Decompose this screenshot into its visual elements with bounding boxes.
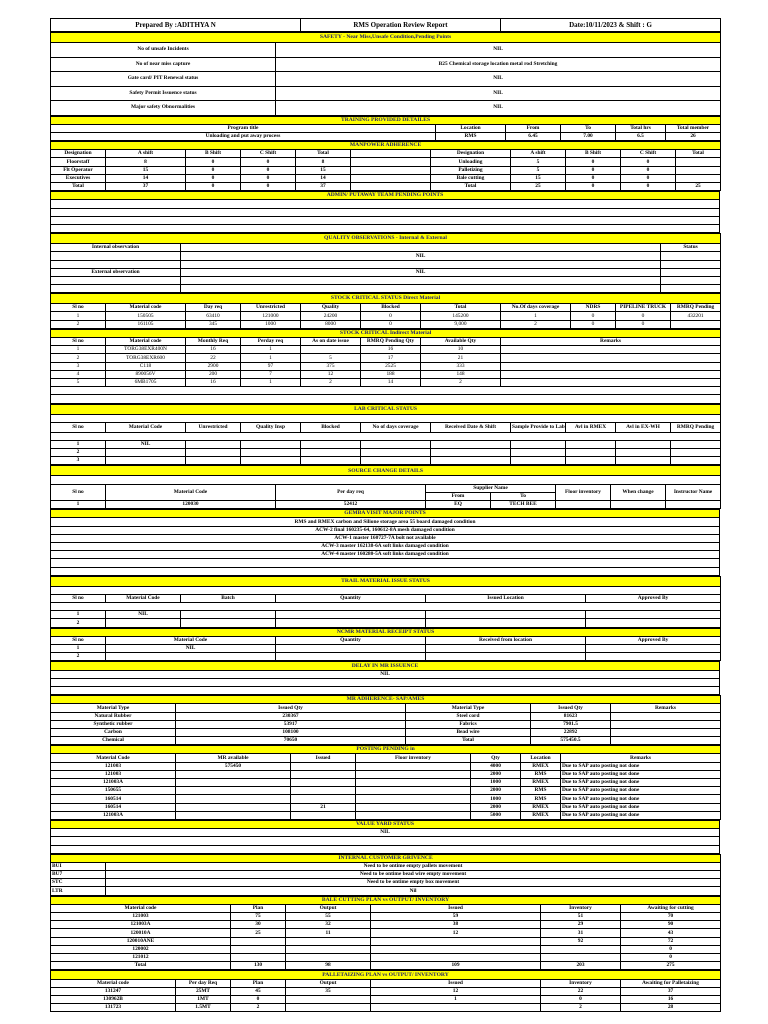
palletizing-section-title: PALLETAIZING PLAN vs OUTPUT/ INVENTORY bbox=[51, 971, 721, 979]
gemba-point: ACW-3 master 162138-6A soft links damaged condition bbox=[51, 542, 720, 550]
safety-row: No of unsafe Incidents NIL bbox=[51, 43, 721, 58]
stock-direct-row: 1 150505 63410 121000 24200 0 145200 1 0 0 432201 bbox=[51, 312, 721, 320]
stock-direct-header-row: Sl no Material code Day req Unrestricted Quality Blocked Total No.Of days coverage NDRS PIPELINE TRUCK RMRQ Pending bbox=[51, 304, 721, 312]
gemba-section-title: GEMBA VISIT MAJOR POINTS bbox=[51, 510, 720, 518]
mr-adherence-table bbox=[50, 695, 721, 745]
ncmr-row: 2 bbox=[51, 653, 721, 661]
stock-indirect-header-row: Sl no Material code Monthly Req Perday req As on date issue RMRQ Pending Qty Available Qty Remarks bbox=[51, 338, 721, 346]
trail-row: 1 NIL bbox=[51, 611, 721, 619]
posting-row: 121003A 1000 RMEX Due to SAP auto posting not done bbox=[51, 779, 721, 787]
stock-indirect-row: 4 890056V 200 7 12 188 148 bbox=[51, 370, 721, 378]
palletizing-row: 131247 25MT 45 35 12 22 37 bbox=[51, 987, 721, 995]
quality-row: External observation NIL bbox=[51, 268, 721, 276]
training-section-title: TRAINING PROVIDED DETAILES bbox=[51, 116, 721, 124]
safety-table bbox=[50, 32, 721, 116]
value-yard-section-title: VALUE YARD STATUS bbox=[51, 820, 720, 828]
posting-row: 121003 2000 RMS Due to SAP auto posting not done bbox=[51, 770, 721, 778]
ncmr-header-row: Sl no Material Code Quantity Received from location Approved By bbox=[51, 636, 721, 644]
posting-section-title: POSTING PENDING in bbox=[51, 746, 721, 754]
stock-indirect-table bbox=[50, 329, 721, 404]
training-row: Unloading and put away process RMS 6.45 7.00 6.5 26 bbox=[51, 132, 721, 140]
grievance-row: BU7 Need to be ontime bead wire empty movement bbox=[51, 871, 721, 879]
source-change-row: 1 120030 52412 EQ TECH BEE bbox=[51, 501, 721, 509]
grievance-row: LTR Nil bbox=[51, 887, 721, 895]
posting-row: 160514 1000 RMS Due to SAP auto posting not done bbox=[51, 795, 721, 803]
posting-row: 121003 575450 4000 RMEX Due to SAP auto posting not done bbox=[51, 762, 721, 770]
palletizing-row: 130962B 1MT 0 1 0 16 bbox=[51, 995, 721, 1003]
report-title: RMS Operation Review Report bbox=[301, 19, 501, 32]
lab-header-row: Sl no Material Code Unrestricted Quality Insp Blocked No of days coverage Received Date & Shift Sample Provide to Lab Avl in RMEX Avl in EX-WH RMRQ Pending bbox=[51, 422, 721, 432]
source-change-header-row: Sl no Material Code Per day req Supplier Name Floor inventory When change Instructor Name bbox=[51, 484, 721, 492]
manpower-row: Floorstaff 8 0 0 8 Unloading 5 0 0 bbox=[51, 158, 721, 166]
quality-table: QUALITY OBSERVATIONS - Internal & External Internal observation Status NIL External observation NIL bbox=[50, 233, 721, 293]
gemba-table bbox=[50, 509, 720, 576]
admin-section-title: ADMIN/ PUTAWAY TEAM PENDING POINTS bbox=[51, 192, 720, 200]
lab-table bbox=[50, 404, 721, 466]
manpower-row: Executives 14 0 0 14 Bale cutting 15 0 0 bbox=[51, 174, 721, 182]
gemba-point: ACW-1 master 160727-7A bolt not available bbox=[51, 534, 720, 542]
admin-table bbox=[50, 191, 720, 233]
quality-row: Internal observation Status bbox=[51, 244, 721, 252]
training-table bbox=[50, 116, 721, 142]
stock-indirect-section-title: STOCK CRITICAL Indirect Material bbox=[51, 329, 721, 337]
mr-adherence-row: Chemical 70650 Total 575450.5 bbox=[51, 737, 721, 745]
mr-adherence-header-row: Material Type Issued Qty Material Type Issued Qty Remarks bbox=[51, 704, 721, 712]
grievance-row: BUI Need to be ontime empty pallets movement bbox=[51, 862, 721, 870]
grievance-section-title: INTERNAL CUSTOMER GRIVENCE bbox=[51, 854, 721, 862]
posting-row: 121003A 5000 RMEX Due to SAP auto posting not done bbox=[51, 811, 721, 819]
gemba-point: ACW-4 master 160280-5A soft links damaged condition bbox=[51, 551, 720, 559]
delay-table bbox=[50, 661, 720, 695]
stock-indirect-row: 5 6MB1705 16 1 2 14 2 bbox=[51, 378, 721, 386]
bale-cutting-table bbox=[50, 896, 721, 971]
posting-row: 150655 2000 RMS Due to SAP auto posting not done bbox=[51, 787, 721, 795]
mr-adherence-row: Synthetic rubber 53917 Fabrics 7901.5 bbox=[51, 720, 721, 728]
gemba-point: ACW-2 final 160235-64, 160612-8A mesh damaged condition bbox=[51, 526, 720, 534]
palletizing-row: 131723 1.5MT 2 2 28 bbox=[51, 1004, 721, 1012]
manpower-total-row: Total 37 0 0 37 Total 25 0 0 25 bbox=[51, 183, 721, 191]
manpower-row: Flt Operator 15 0 0 15 Palletizing 5 0 0 bbox=[51, 166, 721, 174]
stock-direct-row: 2 161105 345 1000 8000 0 9,000 2 0 0 bbox=[51, 320, 721, 328]
ncmr-table bbox=[50, 628, 721, 662]
bale-cutting-row: 120002 0 bbox=[51, 945, 721, 953]
lab-row: 3 bbox=[51, 457, 721, 465]
bale-cutting-row: 121003A 30 32 38 29 90 bbox=[51, 921, 721, 929]
stock-indirect-row: 2 TORG38EXR600 22 1 5 17 21 bbox=[51, 354, 721, 362]
bale-cutting-row: 120010ANE 92 72 bbox=[51, 937, 721, 945]
source-change-table: SOURCE CHANGE DETAILS Sl no Material Code Per day req Supplier Name Floor inventory When change Instructor Name From To 1 120030 52412 EQ TECH BEE bbox=[50, 465, 721, 509]
source-change-section-title: SOURCE CHANGE DETAILS bbox=[51, 466, 721, 476]
report-sheet bbox=[50, 18, 720, 1012]
palletizing-table bbox=[50, 970, 721, 1012]
date-shift: Date:10/11/2023 & Shift : G bbox=[501, 19, 721, 32]
training-header-row: Program title Location From To Total hrs Total member bbox=[51, 124, 721, 132]
lab-section-title: LAB CRITICAL STATUS bbox=[51, 404, 721, 414]
bale-cutting-header-row: Material code Plan Output Issued Inventory Awaiting for cutting bbox=[51, 904, 721, 912]
palletizing-header-row: Material code Per day Req Plan Output Issued Inventory Awaiting for Palletaizing bbox=[51, 979, 721, 987]
gemba-point: RMS and RMEX carbon and Silione storage area 55 board damaged condition bbox=[51, 518, 720, 526]
quality-section-title: QUALITY OBSERVATIONS - Internal & External bbox=[51, 234, 721, 244]
mr-adherence-row: Carbon 108100 Bead wire 22892 bbox=[51, 728, 721, 736]
trail-section-title: TRAIL MATERIAL ISSUE STATUS bbox=[51, 576, 721, 586]
value-yard-value: NIL bbox=[51, 829, 720, 837]
safety-row: No of near miss capture B25 Chemical storage location metal rod Stretching bbox=[51, 57, 721, 72]
bale-cutting-total-row: Total 130 98 109 203 275 bbox=[51, 962, 721, 970]
ncmr-row: 1 NIL bbox=[51, 645, 721, 653]
stock-direct-table bbox=[50, 293, 721, 329]
bale-cutting-section-title: BALE CUTTING PLAN vs OUTPUT/ INVENTORY bbox=[51, 896, 721, 904]
stock-direct-section-title: STOCK CRITICAL STATUS Direct Material bbox=[51, 294, 721, 304]
delay-value: NIL bbox=[51, 670, 720, 678]
lab-row: 2 bbox=[51, 449, 721, 457]
manpower-table bbox=[50, 141, 721, 191]
safety-row: Safety Permit Issuence status NIL bbox=[51, 86, 721, 101]
safety-row: Major safety Obnormalities NIL bbox=[51, 101, 721, 116]
lab-row: 1 NIL bbox=[51, 440, 721, 448]
grievance-table bbox=[50, 854, 721, 896]
bale-cutting-row: 121012 0 bbox=[51, 953, 721, 961]
bale-cutting-row: 121003 75 55 59 51 70 bbox=[51, 913, 721, 921]
bale-cutting-row: 120010A 25 11 12 31 43 bbox=[51, 929, 721, 937]
trail-row: 2 bbox=[51, 619, 721, 627]
safety-section-title: SAFETY - Near Miss,Unsafe Condition,Pending Points bbox=[51, 33, 721, 43]
prepared-by: Prepared By :ADITHYA N bbox=[51, 19, 301, 32]
posting-row: 160514 21 2000 RMEX Due to SAP auto posting not done bbox=[51, 803, 721, 811]
grievance-row: STC Need to be ontime empty box movement bbox=[51, 879, 721, 887]
safety-row: Gate card/ PIT Renewal status NIL bbox=[51, 72, 721, 87]
trail-header-row: Sl no Material Code Batch Quantity Issued Location Approved By bbox=[51, 594, 721, 602]
mr-adherence-row: Natural Rubber 230367 Steel cord 81623 bbox=[51, 712, 721, 720]
delay-section-title: DELAY IN MR ISSUENCE bbox=[51, 662, 720, 670]
mr-adherence-section-title: MR ADHERENCE- SAP/AMES bbox=[51, 696, 721, 704]
stock-indirect-row: 3 C118 2900 97 375 2525 333 bbox=[51, 362, 721, 370]
posting-table bbox=[50, 745, 721, 820]
report-header bbox=[50, 18, 721, 32]
ncmr-section-title: NCMR MATERIAL RECEIPT STATUS bbox=[51, 628, 721, 636]
manpower-header-row: Designation A shift B Shift C Shift Total Designation A shift B Shift C Shift Total bbox=[51, 150, 721, 158]
quality-status-label: Status bbox=[661, 244, 721, 252]
stock-indirect-row: 1 TORG38EXR400N 16 1 16 10 bbox=[51, 346, 721, 354]
trail-table bbox=[50, 576, 721, 628]
manpower-section-title: MANPOWER ADHERENCE bbox=[51, 142, 721, 150]
value-yard-table bbox=[50, 820, 720, 854]
posting-header-row: Material Code MR available Issued Floor inventory Qty Location Remarks bbox=[51, 754, 721, 762]
